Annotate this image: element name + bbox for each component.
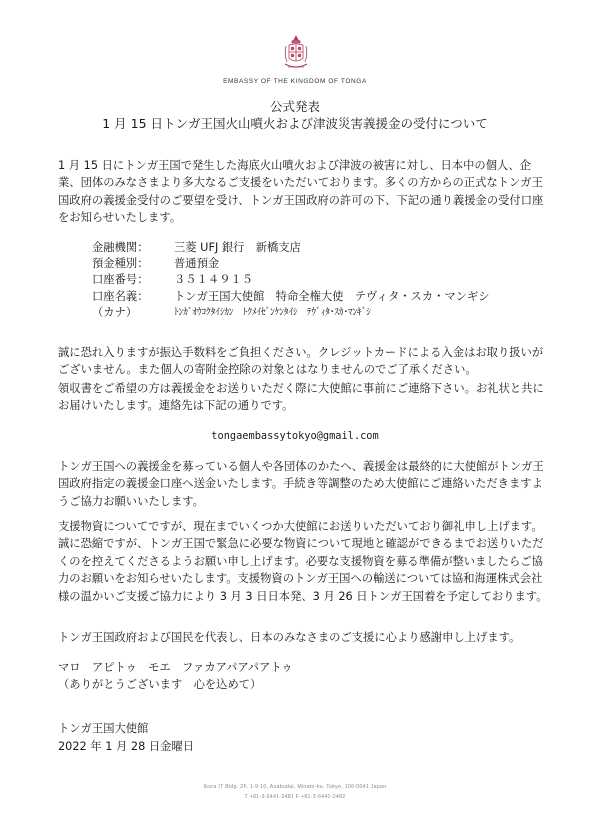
- contact-email[interactable]: tongaembassytokyo@gmail.com: [211, 430, 379, 442]
- embassy-name: EMBASSY OF THE KINGDOM OF TONGA: [223, 78, 367, 85]
- bank-label: （カナ）: [92, 305, 138, 319]
- footer-address: Ikura IT Bldg. 2F, 1-9-10, Azabudai, Minato-ku, Tokyo, 106-0041 Japan: [203, 784, 387, 790]
- bank-value: 三菱 UFJ 銀行 新橋支店: [174, 241, 301, 254]
- sender-name: トンガ王国大使館: [58, 722, 149, 735]
- footer-contact: T +81-3-6441-2481 F +81-3-6441-2482: [244, 794, 346, 800]
- bank-details: [92, 240, 490, 321]
- crest-icon: [283, 34, 309, 72]
- fee-note: 誠に恐れ入りますが振込手数料をご負担ください。クレジットカードによる入金はお取り扱いがございません。また個人の寄附金控除の対象とはなりませんのでご了承ください。: [58, 346, 544, 377]
- bank-row: [92, 289, 490, 305]
- receipt-note: 領収書をご希望の方は義援金をお送りいただく際に大使館に事前にご連絡下さい。お礼状と共にお届けいたします。連絡先は下記の通りです。: [58, 382, 544, 413]
- page-title: 公式発表: [269, 99, 320, 114]
- bank-value: ﾄﾝｶﾞｵｳｺｸﾀｲｼｶﾝ ﾄｸﾒｲｾﾞﾝｹﾝﾀｲｼ ﾃｳﾞｨﾀ･ｽｶ･ﾏﾝｷﾞｼ: [174, 306, 371, 318]
- bank-value: ３５１４９１５: [174, 273, 254, 287]
- bank-value: 普通預金: [174, 257, 220, 271]
- tongan-translation: （ありがとうございます 心を込めて）: [58, 678, 262, 691]
- bank-label: 口座番号：: [92, 273, 149, 287]
- bank-row: [92, 272, 490, 288]
- tongan-phrase: マロ アピトゥ モエ ファカアパアパアトゥ: [58, 661, 293, 674]
- page-subtitle: 1 月 15 日トンガ王国火山噴火および津波災害義援金の受付について: [102, 116, 488, 131]
- bank-row: [92, 256, 490, 272]
- bank-row: [92, 305, 490, 321]
- fundraising-note: トンガ王国への義援金を募っている個人や各団体のかたへ、義援金は最終的に大使館がトンガ王国政府指定の義援金口座へ送金いたします。手続き等調整のため大使館にご連絡いただきますようご協力お願いいたします。: [58, 460, 544, 508]
- bank-value: トンガ王国大使館 特命全権大使 テヴィタ・スカ・マンギシ: [174, 289, 490, 303]
- bank-label: 金融機関：: [92, 241, 149, 254]
- bank-label: 口座名義：: [92, 289, 149, 303]
- letter-date: 2022 年 1 月 28 日金曜日: [58, 740, 195, 753]
- bank-label: 預金種別：: [92, 257, 149, 271]
- intro-paragraph: 1 月 15 日にトンガ王国で発生した海底火山噴火および津波の被害に対し、日本中の個人、企業、団体のみなさまより多大なるご支援をいただいております。多くの方からの正式なトンガ王国政府の義援金受付のご要望を受け、トンガ王国政府の許可の下、下記の通り義援金の受付口座をお知らせいたします。: [58, 159, 544, 225]
- bank-row: [92, 240, 490, 256]
- thanks-line: トンガ王国政府および国民を代表し、日本のみなさまのご支援に心より感謝申し上げます。: [58, 631, 521, 644]
- supplies-note: 支援物資についてですが、現在までいくつか大使館にお送りいただいており御礼申し上げます。誠に恐縮ですが、トンガ王国で緊急に必要な物資について現地と確認ができるまでお送りいただくのを控えてくださるようお願い申し上げます。必要な支援物資を募る準備が整いましたらご協力のお願いをお知らせいたします。支援物資のトンガ王国への輸送については協和海運株式会社様の温かいご支援ご協力により 3 月 3 日日本発、3 月 26 日トンガ王国着を予定しております。: [58, 520, 548, 603]
